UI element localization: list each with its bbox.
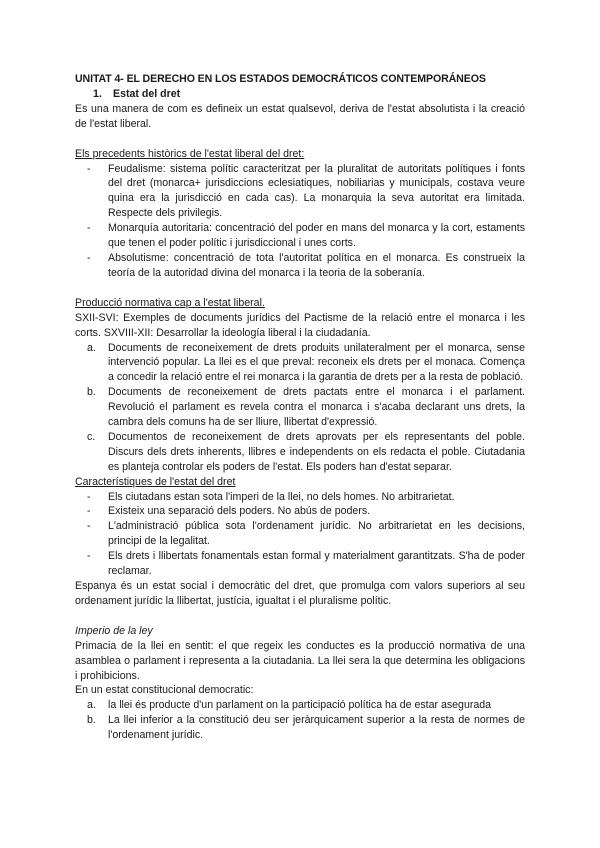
list-marker: - bbox=[87, 490, 91, 503]
list-marker: a. bbox=[87, 341, 96, 354]
list-marker: c. bbox=[87, 430, 96, 443]
list-item bbox=[87, 430, 525, 475]
list-item-text: Existeix una separació dels poders. No abús de poders. bbox=[108, 505, 371, 518]
list-marker: - bbox=[87, 162, 91, 175]
caracteristiques-closing: Espanya és un estat social i democràtic del dret, que promulga com valors superiors al seu ordenament jurídic la llibertat, justícia, igualtat i el pluralisme polític. bbox=[75, 580, 525, 607]
list-item-text: Documents de reconeixement de drets pactats entre el monarca i el parlament. Revolució el parlament es revela contra el monarca i s'acaba declarant uns drets, la cambra dels comuns ha de ser lliure, llibertat d'expressió. bbox=[108, 386, 525, 429]
imperio-list bbox=[75, 698, 525, 743]
caracteristiques-heading: Característiques de l'estat del dret bbox=[75, 475, 236, 488]
list-item-text: la llei és producte d'un parlament on la participació política ha de estar asegurada bbox=[108, 699, 492, 712]
section-title bbox=[93, 87, 525, 102]
list-item-text: Documentos de reconeixement de drets aprovats per els representants del poble. Discurs dels drets inherents, llibres e independents on els redacta el poble. Ciutadania es planteja controlar els poders de l'estat. Els poders han d'estat separar. bbox=[108, 430, 525, 473]
list-item bbox=[87, 251, 525, 281]
list-marker: a. bbox=[87, 699, 96, 712]
list-item bbox=[87, 504, 525, 519]
precedents-list bbox=[75, 162, 525, 281]
list-item-text: Els drets i llibertats fonamentals estan formal y materialment garantitzats. S'ha de poder reclamar. bbox=[108, 550, 525, 578]
list-marker: b. bbox=[87, 714, 96, 727]
list-item-text: La llei inferior a la constitució deu ser jeràrquicament superior a la resta de normes de l'ordenament jurídic. bbox=[108, 714, 525, 742]
list-item bbox=[87, 221, 525, 251]
list-marker: - bbox=[87, 520, 91, 533]
list-item bbox=[87, 162, 525, 222]
list-marker: - bbox=[87, 550, 91, 563]
list-item-text: Absolutisme: concentració de tota l'autoritat política en el monarca. Es construeix la teoría de la autoridad divina del monarca i la teoria de la soberanía. bbox=[108, 251, 525, 279]
list-item bbox=[87, 549, 525, 579]
list-item bbox=[87, 385, 525, 430]
list-item-text: Documents de reconeixement de drets produits unilateralment per el monarca, sense intervenció popular. La llei es el que preval: reconeix els drets per el monaca. Comença a concedir la relació entre el rei monarca i la garantia de drets per a la resta de població. bbox=[108, 341, 525, 384]
produccio-list bbox=[75, 341, 525, 475]
list-item bbox=[87, 341, 525, 386]
imperio-paragraph: Primacia de la llei en sentit: el que regeix les conductes es la producció normativa de una asamblea o parlament i representa a la ciutadania. La llei sera la que determina les obligacions i prohibicions. bbox=[75, 639, 525, 682]
section-label: Estat del dret bbox=[113, 87, 181, 100]
list-marker: - bbox=[87, 251, 91, 264]
imperio-lead: En un estat constitucional democratic: bbox=[75, 684, 254, 697]
list-item-text: Feudalisme: sistema polític caracteritzat per la pluralitat de autoritats polítiques i fonts del dret (monarca+ jurisdiccions eclesiatiques, nobiliarias y municipals, costava veure quina era la jurisdicció en cada cas). La monarquia la seva autoritat era limitada. Respecte dels privilegis. bbox=[108, 162, 525, 220]
caracteristiques-list bbox=[75, 490, 525, 579]
list-item bbox=[87, 713, 525, 743]
produccio-intro: SXII-SVI: Exemples de documents jurídics del Pactisme de la relació entre el monarca i les corts. SXVIII-XII: Desarrollar la ideología liberal i la ciudadanía. bbox=[75, 311, 525, 339]
list-item bbox=[87, 490, 525, 505]
document-title: UNITAT 4- EL DERECHO EN LOS ESTADOS DEMOCRÁTICOS CONTEMPORÁNEOS bbox=[75, 73, 486, 85]
list-marker: - bbox=[87, 222, 91, 235]
list-marker: b. bbox=[87, 386, 96, 399]
list-marker: - bbox=[87, 505, 91, 518]
list-item bbox=[87, 698, 525, 713]
list-item-text: Monarquía autoritaria: concentració del poder en mans del monarca y la cort, estaments que tenen el poder polític i jurisdiccional i unes corts. bbox=[108, 222, 525, 250]
produccio-heading: Producció normativa cap a l'estat liberal. bbox=[75, 296, 265, 309]
list-item-text: L'administració pública sota l'ordenament jurídic. No arbitrarietat en les decisions, principi de la legalitat. bbox=[108, 520, 525, 548]
precedents-heading: Els precedents històrics de l'estat liberal del dret: bbox=[75, 147, 305, 160]
imperio-heading: Imperio de la ley bbox=[75, 624, 153, 637]
section-intro: Es una manera de com es defineix un estat qualsevol, deriva de l'estat absolutista i la creació de l'estat liberal. bbox=[75, 102, 525, 130]
section-number: 1. bbox=[93, 87, 102, 100]
list-item-text: Els ciutadans estan sota l'imperi de la llei, no dels homes. No arbitrarietat. bbox=[108, 490, 455, 503]
list-item bbox=[87, 519, 525, 549]
